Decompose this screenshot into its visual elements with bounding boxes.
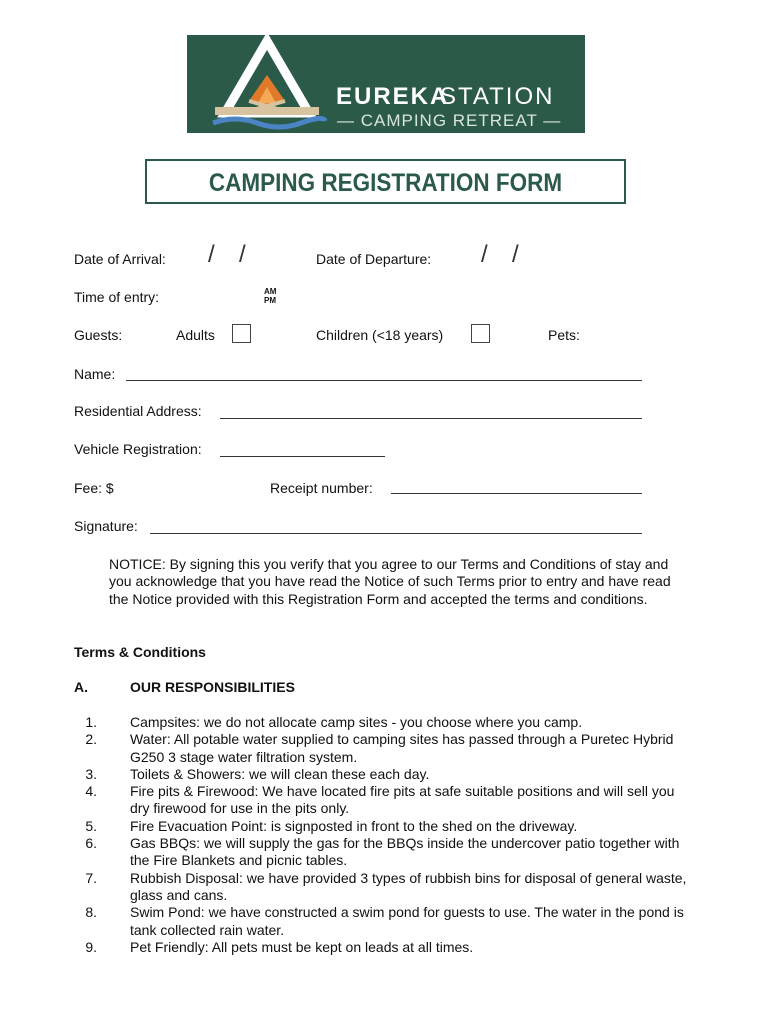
arrival-date-sep-1: / [208, 241, 215, 268]
adults-label: Adults [176, 327, 215, 343]
logo [187, 35, 585, 133]
list-item-text: Swim Pond: we have constructed a swim pond for guests to use. The water in the pond is tank collected rain water. [130, 904, 684, 938]
section-letter: A. [74, 679, 88, 695]
address-label: Residential Address: [74, 403, 202, 419]
receipt-field[interactable] [391, 493, 642, 494]
arrival-date-sep-2: / [239, 241, 246, 268]
fee-label: Fee: $ [74, 480, 114, 496]
brand-tagline: — CAMPING RETREAT — [337, 111, 562, 130]
list-item-text: Gas BBQs: we will supply the gas for the BBQs inside the undercover patio together with the Fire Blankets and picnic tables. [130, 835, 680, 869]
list-item [75, 714, 695, 731]
terms-heading: Terms & Conditions [74, 644, 206, 660]
list-item-text: Campsites: we do not allocate camp sites - you choose where you camp. [130, 714, 583, 730]
departure-label: Date of Departure: [316, 251, 432, 267]
brand-name-light: STATION [440, 83, 555, 110]
pets-label: Pets: [548, 327, 580, 343]
list-item-text: Fire Evacuation Point: is signposted in front to the shed on the driveway. [130, 817, 578, 834]
list-item-number: 7. [85, 869, 97, 886]
children-checkbox[interactable] [471, 324, 490, 343]
list-item [75, 783, 695, 818]
name-field[interactable] [126, 380, 642, 381]
list-item-number: 1. [85, 714, 97, 730]
name-label: Name: [74, 366, 116, 382]
vehicle-label: Vehicle Registration: [74, 441, 202, 457]
page-title: CAMPING REGISTRATION FORM [208, 169, 563, 197]
address-field[interactable] [220, 418, 642, 419]
list-item-number: 5. [85, 817, 97, 834]
list-item-number: 6. [85, 835, 97, 852]
list-item-number: 9. [85, 938, 97, 955]
children-label: Children (<18 years) [316, 327, 444, 343]
list-item [75, 904, 695, 939]
list-item-number: 2. [85, 731, 97, 748]
notice-text: NOTICE: By signing this you verify that you agree to our Terms and Conditions of stay and you acknowledge that you have read the Notice of such Terms prior to entry and have read the Notice provided with this Registration Form and accepted the terms and conditions. [109, 556, 671, 607]
adults-checkbox[interactable] [232, 324, 251, 343]
receipt-label: Receipt number: [270, 480, 373, 496]
signature-label: Signature: [74, 518, 138, 534]
brand-name-bold: EUREKA [336, 83, 450, 110]
am-option[interactable]: AM [264, 287, 277, 296]
list-item-text: Fire pits & Firewood: We have located fire pits at safe suitable positions and will sell you dry firewood for use in the pits only. [130, 783, 675, 817]
list-item-text: Rubbish Disposal: we have provided 3 types of rubbish bins for disposal of general waste, glass and cans. [130, 869, 687, 903]
list-item [75, 870, 695, 905]
title-box [145, 159, 626, 204]
signature-field[interactable] [150, 533, 642, 534]
arrival-label: Date of Arrival: [74, 251, 166, 267]
section-title: OUR RESPONSIBILITIES [130, 679, 295, 695]
list-item-number: 3. [85, 765, 97, 782]
departure-date-sep-2: / [512, 241, 519, 268]
departure-date-sep-1: / [481, 241, 488, 268]
guests-label: Guests: [74, 327, 123, 343]
list-item-text: Pet Friendly: All pets must be kept on leads at all times. [130, 938, 474, 955]
pm-option[interactable]: PM [264, 296, 276, 305]
list-item [75, 731, 695, 766]
terms-list [75, 714, 695, 956]
list-item-number: 4. [85, 783, 97, 800]
list-item [75, 766, 695, 783]
time-label: Time of entry: [74, 289, 160, 305]
list-item-number: 8. [85, 904, 97, 921]
list-item [75, 835, 695, 870]
list-item-text: Toilets & Showers: we will clean these each day. [130, 765, 430, 782]
list-item [75, 818, 695, 835]
list-item-text: Water: All potable water supplied to camping sites has passed through a Puretec Hybrid G250 3 stage water filtration system. [130, 731, 674, 765]
campfire-triangle-icon [205, 35, 329, 133]
vehicle-field[interactable] [220, 456, 385, 457]
list-item [75, 939, 695, 956]
